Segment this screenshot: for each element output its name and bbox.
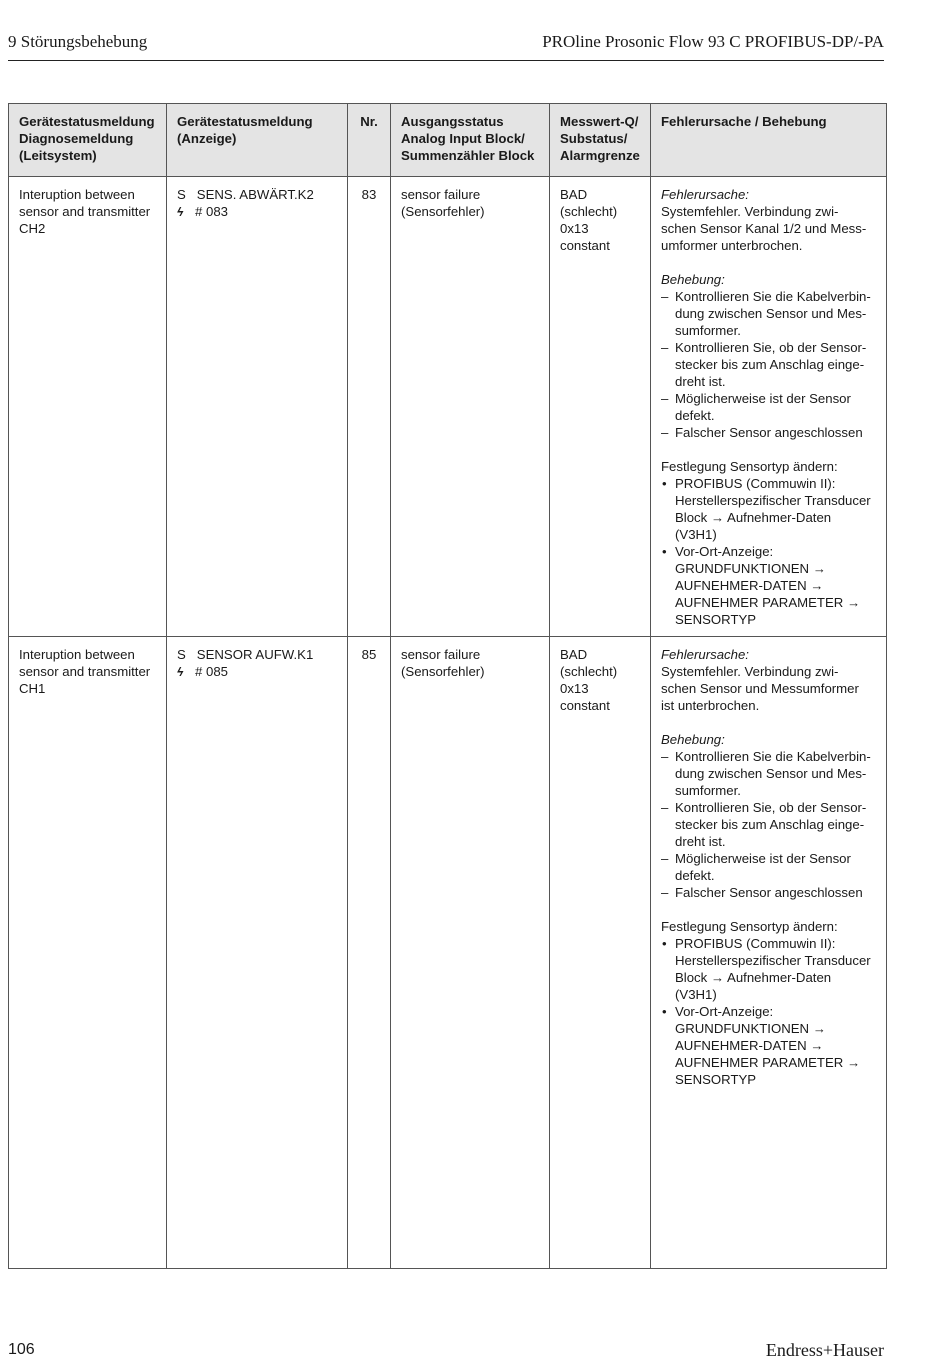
cause-text: Systemfehler. Verbindung zwi- schen Sensor Kanal 1/2 und Mess- umformer unterbrochen.: [661, 204, 867, 253]
display-code: # 085: [195, 664, 229, 679]
quality-cell: BAD (schlecht) 0x13 constant: [550, 177, 651, 637]
output-cell: sensor failure (Sensorfehler): [391, 637, 550, 1269]
output-cell: sensor failure (Sensorfehler): [391, 177, 550, 637]
list-item: • PROFIBUS (Commuwin II): Herstellerspezifischer Transducer Block → Aufnehmer-Daten (V3H1): [661, 935, 876, 1003]
display-cell: [167, 637, 348, 1269]
display-cell: [167, 177, 348, 637]
page-number: 106: [8, 1341, 35, 1358]
nr-cell: 85: [348, 637, 391, 1269]
table-header-row: [9, 104, 887, 177]
product-title: PROline Prosonic Flow 93 C PROFIBUS-DP/-PA: [542, 32, 884, 51]
list-item: – Möglicherweise ist der Sensor defekt.: [661, 850, 876, 884]
remedy-list: [661, 748, 876, 901]
column-header-output: Ausgangsstatus Analog Input Block/ Summenzähler Block: [391, 104, 550, 177]
list-item: – Kontrollieren Sie die Kabelverbin- dung zwischen Sensor und Mes- sumformer.: [661, 288, 876, 339]
change-label: Festlegung Sensortyp ändern:: [661, 459, 838, 474]
list-item: – Falscher Sensor angeschlossen: [661, 424, 876, 441]
quality-cell: BAD (schlecht) 0x13 constant: [550, 637, 651, 1269]
list-item: • Vor-Ort-Anzeige: GRUNDFUNKTIONEN → AUFNEHMER-DATEN → AUFNEHMER PARAMETER → SENSORTYP: [661, 543, 876, 628]
change-list: [661, 935, 876, 1088]
remedy-cell: [651, 177, 887, 637]
list-item: • Vor-Ort-Anzeige: GRUNDFUNKTIONEN → AUFNEHMER-DATEN → AUFNEHMER PARAMETER → SENSORTYP: [661, 1003, 876, 1088]
fault-table: [8, 103, 887, 1269]
list-item: • PROFIBUS (Commuwin II): Herstellerspezifischer Transducer Block → Aufnehmer-Daten (V3H1): [661, 475, 876, 543]
column-header-nr: Nr.: [348, 104, 391, 177]
display-message: S SENSOR AUFW.K1: [177, 647, 314, 662]
remedy-list: [661, 288, 876, 441]
list-item: – Kontrollieren Sie, ob der Sensor- stecker bis zum Anschlag einge- dreht ist.: [661, 799, 876, 850]
lightning-icon: ϟ: [177, 205, 184, 219]
column-header-remedy: Fehlerursache / Behebung: [651, 104, 887, 177]
column-header-quality: Messwert-Q/ Substatus/ Alarmgrenze: [550, 104, 651, 177]
diagnose-cell: Interuption between sensor and transmitter CH1: [9, 637, 167, 1269]
section-title: 9 Störungsbehebung: [8, 32, 148, 51]
list-item: – Kontrollieren Sie die Kabelverbin- dung zwischen Sensor und Mes- sumformer.: [661, 748, 876, 799]
cause-label: Fehlerursache:: [661, 187, 749, 202]
list-item: – Falscher Sensor angeschlossen: [661, 884, 876, 901]
brand-logo-text: Endress+Hauser: [765, 1340, 884, 1360]
page-header: [8, 30, 884, 61]
column-header-diagnose: Gerätestatusmeldung Diagnosemeldung (Leitsystem): [9, 104, 167, 177]
list-item: – Möglicherweise ist der Sensor defekt.: [661, 390, 876, 424]
remedy-label: Behebung:: [661, 732, 725, 747]
remedy-label: Behebung:: [661, 272, 725, 287]
remedy-cell: [651, 637, 887, 1269]
lightning-icon: ϟ: [177, 665, 184, 679]
change-label: Festlegung Sensortyp ändern:: [661, 919, 838, 934]
cause-label: Fehlerursache:: [661, 647, 749, 662]
display-message: S SENS. ABWÄRT.K2: [177, 187, 314, 202]
list-item: – Kontrollieren Sie, ob der Sensor- stecker bis zum Anschlag einge- dreht ist.: [661, 339, 876, 390]
display-code: # 083: [195, 204, 229, 219]
column-header-display: Gerätestatusmeldung (Anzeige): [167, 104, 348, 177]
cause-text: Systemfehler. Verbindung zwi- schen Sensor und Messumformer ist unterbrochen.: [661, 664, 859, 713]
change-list: [661, 475, 876, 628]
nr-cell: 83: [348, 177, 391, 637]
diagnose-cell: Interuption between sensor and transmitter CH2: [9, 177, 167, 637]
table-row: [9, 637, 887, 1269]
table-row: [9, 177, 887, 637]
